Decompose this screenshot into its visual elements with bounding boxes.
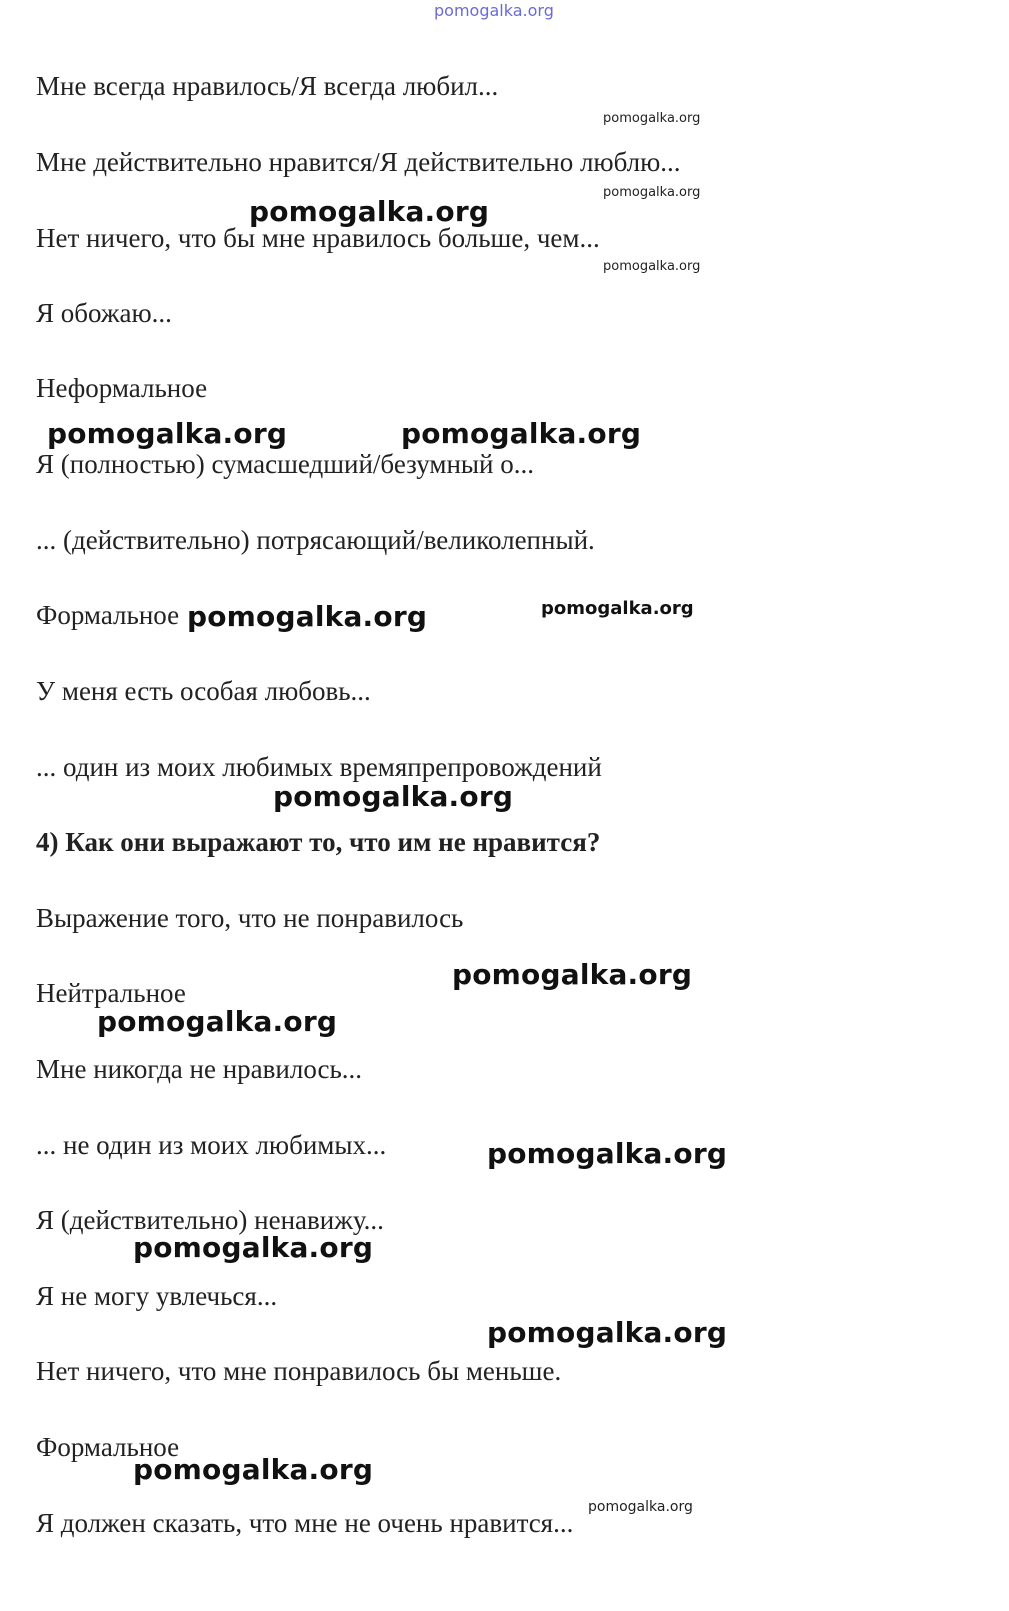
watermark-large: pomogalka.org (187, 600, 428, 633)
watermark-large: pomogalka.org (273, 780, 514, 813)
text-line: Нет ничего, что мне понравилось бы меньше. (36, 1356, 562, 1386)
watermark-top: pomogalka.org (434, 1, 554, 20)
section-label: Формальное (36, 1432, 180, 1462)
text-line: Мне никогда не нравилось... (36, 1054, 363, 1084)
question-heading: 4) Как они выражают то, что им не нравится? (36, 827, 601, 857)
text-line: Выражение того, что не понравилось (36, 903, 464, 933)
watermark-large: pomogalka.org (487, 1137, 728, 1170)
watermark-large: pomogalka.org (47, 417, 288, 450)
text-line: Я (полностью) сумасшедший/безумный о... (36, 449, 534, 479)
watermark-large: pomogalka.org (133, 1231, 374, 1264)
watermark-large: pomogalka.org (133, 1453, 374, 1486)
watermark-large: pomogalka.org (249, 195, 490, 228)
watermark-small: pomogalka.org (603, 185, 701, 200)
text-line: Мне всегда нравилось/Я всегда любил... (36, 71, 499, 101)
text-line: У меня есть особая любовь... (36, 676, 371, 706)
section-label: Формальное (36, 600, 180, 630)
text-line: Я обожаю... (36, 298, 172, 328)
text-line: ... (действительно) потрясающий/великолепный. (36, 525, 595, 555)
text-line: Я (действительно) ненавижу... (36, 1205, 384, 1235)
watermark-small: pomogalka.org (603, 259, 701, 274)
watermark-large: pomogalka.org (452, 958, 693, 991)
watermark-small: pomogalka.org (603, 111, 701, 126)
watermark-large: pomogalka.org (487, 1316, 728, 1349)
text-line: Мне действительно нравится/Я действительно люблю... (36, 147, 681, 177)
watermark-medium: pomogalka.org (541, 598, 694, 619)
text-line: Я не могу увлечься... (36, 1281, 278, 1311)
section-label: Неформальное (36, 373, 208, 403)
text-line: ... не один из моих любимых... (36, 1130, 387, 1160)
watermark-small: pomogalka.org (588, 1499, 693, 1515)
watermark-large: pomogalka.org (401, 417, 642, 450)
watermark-large: pomogalka.org (97, 1005, 338, 1038)
text-line: Я должен сказать, что мне не очень нравится... (36, 1508, 574, 1538)
section-label: Нейтральное (36, 978, 186, 1008)
text-line: ... один из моих любимых времяпрепровождений (36, 752, 602, 782)
text-line: Нет ничего, что бы мне нравилось больше, чем... (36, 223, 600, 253)
